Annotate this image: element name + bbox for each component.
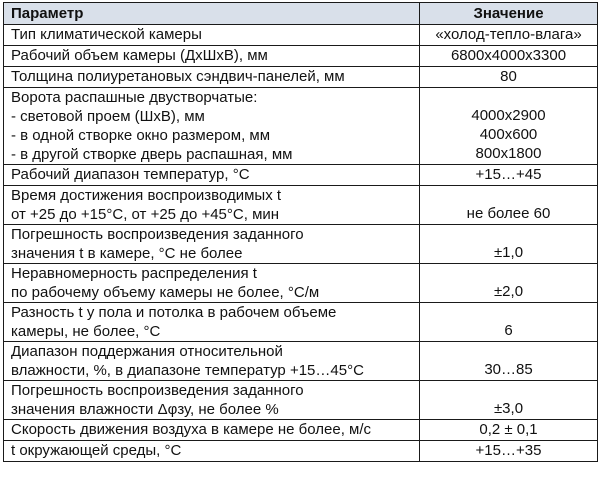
- param-text: Погрешность воспроизведения заданного: [11, 226, 304, 243]
- value-text: 4000х2900: [471, 107, 546, 124]
- param-cell: [4, 25, 420, 46]
- value-cell: [420, 25, 598, 46]
- param-cell: [4, 186, 420, 225]
- table-row: [4, 381, 598, 420]
- param-text: - в другой створке дверь распашная, мм: [11, 146, 293, 163]
- table-row: [4, 25, 598, 46]
- param-cell: [4, 88, 420, 165]
- param-text: Ворота распашные двустворчатые:: [11, 89, 258, 106]
- table-row: [4, 165, 598, 186]
- value-cell: [420, 441, 598, 462]
- table-row: [4, 225, 598, 264]
- param-text: значения влажности Δφзу, не более %: [11, 401, 279, 418]
- value-cell: [420, 225, 598, 264]
- value-text: 800х1800: [475, 145, 542, 162]
- param-text: Скорость движения воздуха в камере не более, м/с: [11, 421, 372, 438]
- param-cell: [4, 420, 420, 441]
- value-text: 6800х4000х3300: [450, 47, 567, 64]
- value-cell: [420, 67, 598, 88]
- value-text: +15…+35: [475, 442, 542, 459]
- param-cell: [4, 441, 420, 462]
- param-cell: [4, 264, 420, 303]
- value-text: не более 60: [466, 205, 551, 222]
- table-row: [4, 303, 598, 342]
- value-cell: [420, 88, 598, 165]
- param-text: значения t в камере, °С не более: [11, 245, 243, 262]
- param-cell: [4, 381, 420, 420]
- param-text: - в одной створке окно размером, мм: [11, 127, 271, 144]
- param-text: Толщина полиуретановых сэндвич-панелей, мм: [11, 68, 345, 85]
- param-text: влажности, %, в диапазоне температур +15…45°С: [11, 362, 364, 379]
- table-row: [4, 420, 598, 441]
- param-text: Рабочий объем камеры (ДхШхВ), мм: [11, 47, 268, 64]
- value-text: 80: [500, 68, 517, 85]
- value-text: 0,2 ± 0,1: [479, 421, 538, 438]
- param-text: Погрешность воспроизведения заданного: [11, 382, 304, 399]
- param-text: t окружающей среды, °С: [11, 442, 182, 459]
- table-body: [4, 25, 598, 462]
- param-cell: [4, 46, 420, 67]
- table-row: [4, 46, 598, 67]
- param-text: Разность t у пола и потолка в рабочем объеме: [11, 304, 337, 321]
- value-cell: [420, 186, 598, 225]
- param-text: Неравномерность распределения t: [11, 265, 257, 282]
- param-text: Диапазон поддержания относительной: [11, 343, 283, 360]
- param-cell: [4, 165, 420, 186]
- param-cell: [4, 225, 420, 264]
- param-text: от +25 до +15°С, от +25 до +45°С, мин: [11, 206, 280, 223]
- value-cell: [420, 303, 598, 342]
- value-text: 30…85: [484, 361, 533, 378]
- table-row: [4, 186, 598, 225]
- param-text: камеры, не более, °С: [11, 323, 161, 340]
- param-text: Рабочий диапазон температур, °С: [11, 166, 250, 183]
- param-text: по рабочему объему камеры не более, °С/м: [11, 284, 320, 301]
- value-text: ±3,0: [493, 400, 524, 417]
- value-cell: [420, 342, 598, 381]
- value-text: ±2,0: [493, 283, 524, 300]
- value-text: «холод-тепло-влага»: [435, 26, 582, 43]
- table-row: [4, 67, 598, 88]
- table-row: [4, 88, 598, 165]
- header-param: Параметр: [4, 3, 420, 25]
- header-value: Значение: [420, 3, 598, 25]
- table-row: [4, 342, 598, 381]
- param-text: - световой проем (ШхВ), мм: [11, 108, 205, 125]
- value-text: +15…+45: [475, 166, 542, 183]
- param-text: Тип климатической камеры: [11, 26, 202, 43]
- parameters-table: [3, 2, 598, 462]
- table-row: [4, 441, 598, 462]
- value-text: 6: [504, 322, 513, 339]
- param-cell: [4, 67, 420, 88]
- value-cell: [420, 46, 598, 67]
- value-cell: [420, 165, 598, 186]
- param-cell: [4, 342, 420, 381]
- value-cell: [420, 420, 598, 441]
- param-text: Время достижения воспроизводимых t: [11, 187, 282, 204]
- param-cell: [4, 303, 420, 342]
- table-header-row: [4, 3, 598, 25]
- value-cell: [420, 264, 598, 303]
- value-text: 400х600: [479, 126, 538, 143]
- value-cell: [420, 381, 598, 420]
- table-row: [4, 264, 598, 303]
- value-text: ±1,0: [493, 244, 524, 261]
